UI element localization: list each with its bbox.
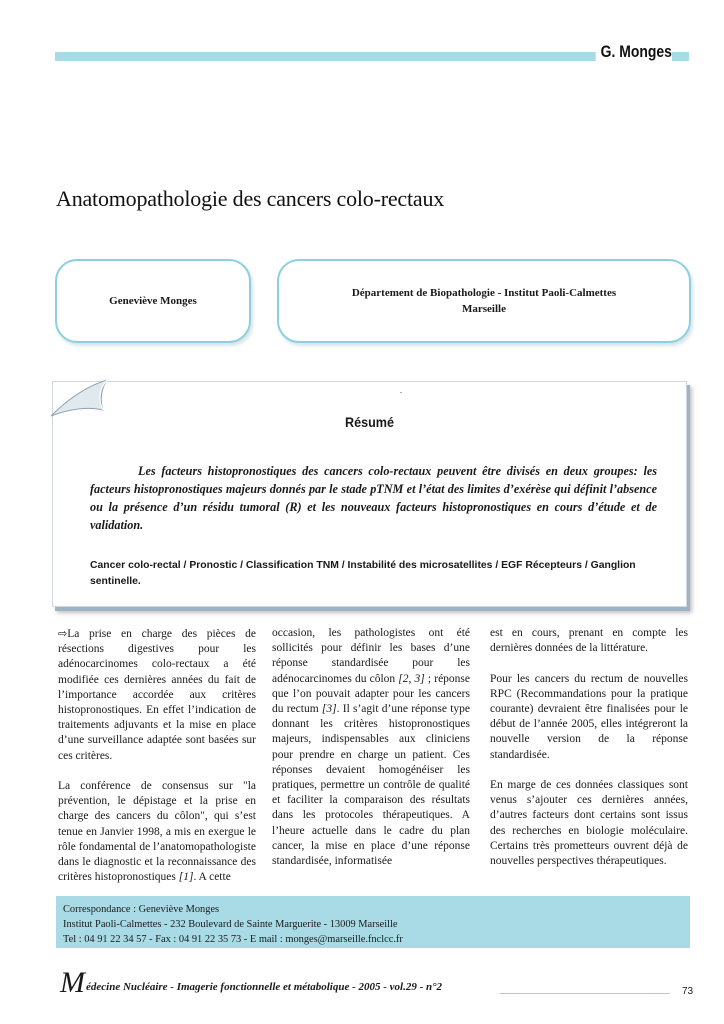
correspondence-line: Correspondance : Geneviève Monges [63, 904, 220, 915]
journal-footer [60, 968, 442, 998]
article-title: Anatomopathologie des cancers colo-rectaux [56, 186, 445, 211]
paragraph: En marge de ces données classiques sont venus s’ajouter ces dernières années, d’autres facteurs dont certains sont issus des recherches en biologie moléculaire. Certains très prometteurs ouvrent déjà de nouvelles perspectives thérapeutiques. [490, 779, 688, 868]
body-column-3 [490, 626, 688, 884]
paragraph-text: occasion, les pathologistes ont été sollicités pour définir les bases d’une réponse standardisée pour les adénocarcinomes du côlon [272, 627, 470, 685]
paragraph [272, 626, 470, 869]
affiliation-box [277, 259, 691, 343]
paragraph [58, 779, 256, 885]
header-bar [55, 52, 689, 61]
correspondence-box [56, 896, 690, 948]
page-curl-icon [47, 376, 107, 421]
paragraph-text: La conférence de consensus sur "la prévention, le dépistage et la prise en charge des cancers du côlon", qui s’est tenue en Janvier 1998, a mis en exergue le rôle fondamental de l’anatomopathologiste dans le diagnostic et la reconnaissance des critères histopronostiques [58, 780, 256, 884]
footer-divider [500, 993, 670, 994]
journal-initial: M [60, 966, 85, 999]
paragraph-text: . Il s’agit d’une réponse type donnant les critères histopronostiques majeurs, indispensables aux cliniciens pour prendre en charge un patient. Ces réponses devaient homogénéiser les pratiques, permettre un contrôle de qualité et faciliter la comparaison des résultats dans les protocoles thérapeutiques. A l’heure actuelle dans le cadre du plan cancer, la mise en place d’une réponse standardisée, informatisée [272, 703, 471, 868]
paragraph-text: ; réponse que l’on pouvait adapter pour les cancers du rectum [272, 672, 471, 716]
affiliation-line-2: Marseille [462, 303, 506, 315]
keywords: Cancer colo-rectal / Pronostic / Classification TNM / Instabilité des microsatellites / EGF Récepteurs / Ganglion sentinelle. [90, 560, 636, 587]
abstract-heading: Résumé [344, 414, 395, 430]
paragraph-text: La prise en charge des pièces de résections digestives pour les adénocarcinomes colo-rectaux a été modifiée ces dernières années du fait de l’importance accordée aux critères histopronostiques. En effet l’indication de traitements adjuvants et la mise en place d’une surveillance adaptée sont basées sur ces critères. [58, 628, 256, 762]
affiliation-line-1: Département de Biopathologie - Institut Paoli-Calmettes [351, 287, 617, 299]
abstract-text: Les facteurs histopronostiques des cancers colo-rectaux peuvent être divisés en deux groupes: les facteurs histopronostiques majeurs donnés par le stade pTNM et l’état des limites d’exérèse qui définit l’absence ou la présence d’un résidu tumoral (R) et les nouveaux facteurs histopronostiques en cours d’étude et de validation. [90, 464, 657, 532]
author-name: Geneviève Monges [109, 295, 197, 307]
page-number: 73 [682, 986, 694, 997]
arrow-right-icon: ⇨ [58, 627, 68, 640]
correspondence-line: Tel : 04 91 22 34 57 - Fax : 04 91 22 35 73 - E mail : monges@marseille.fnclcc.fr [63, 934, 403, 945]
correspondence-line: Institut Paoli-Calmettes - 232 Boulevard de Sainte Marguerite - 13009 Marseille [63, 919, 398, 930]
paragraph-text: . A cette [193, 871, 231, 884]
paragraph [58, 626, 256, 764]
abstract-dot: . [400, 386, 402, 395]
paragraph: Pour les cancers du rectum de nouvelles RPC (Recommandations pour la pratique courante) devraient être finalisées pour le début de l’année 2005, elles intégreront la nouvelle version de la réponse standardisée. [490, 672, 688, 761]
running-head-author: G. Monges [596, 42, 672, 62]
citation: [3] [321, 703, 337, 716]
paragraph: est en cours, prenant en compte les dernières données de la littérature. [490, 627, 688, 655]
citation: [1] [178, 871, 194, 884]
body-column-1 [58, 626, 256, 901]
body-column-2 [272, 626, 470, 884]
abstract-box [52, 381, 687, 607]
journal-name: édecine Nucléaire - Imagerie fonctionnelle et métabolique - 2005 - vol.29 - n°2 [86, 981, 443, 993]
author-box [55, 259, 251, 343]
citation: [2, 3] [398, 672, 425, 685]
